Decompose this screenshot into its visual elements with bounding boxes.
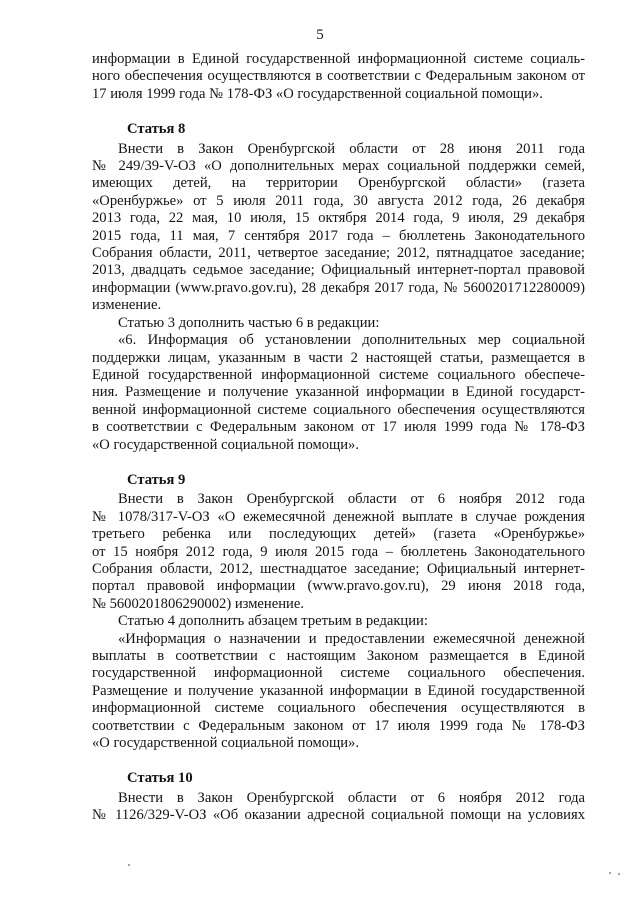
article-text-line: портал правовой информации (www.pravo.gov.ru), 29 июня 2018 года, [92,578,585,595]
article-text-line: Собрания области, 2011, четвертое заседание; 2012, пятнадцатое заседание; [92,245,585,262]
scan-speck [128,864,130,866]
article-instruction: Статью 4 дополнить абзацем третьим в редакции: [118,613,428,630]
page-number: 5 [316,27,324,43]
article-text-line: 2013, двадцать седьмое заседание; Официальный интернет-портал правовой [92,262,585,279]
quote-line: «6. Информация об установлении дополнительных мер социальной [118,332,585,349]
article-text-line: Внести в Закон Оренбургской области от 6 ноября 2012 года [118,789,585,806]
article-text-line: № 5600201806290002) изменение. [92,595,304,612]
article-text-line: третьего ребенка или последующих детей» (газета «Оренбуржье» [92,526,585,543]
quote-line: «О государственной социальной помощи». [92,735,359,752]
quote-line: выплаты в соответствии с настоящим Законом размещается в Единой [92,648,585,664]
intro-line: информации в Единой государственной информационной системе социаль- [92,51,585,67]
article-text-line: 2015 года, 11 мая, 7 сентября 2017 года – бюллетень Законодательного [92,227,585,244]
quote-line: «О государственной социальной помощи». [92,436,359,453]
article-text-line: имеющих детей, на территории Оренбургской области» (газета [92,175,585,192]
quote-line: соответствии с Федеральным законом от 17 июля 1999 года № 178-ФЗ [92,717,585,734]
article-text-line: № 1078/317-V-ОЗ «О ежемесячной денежной выплате в случае рождения [92,508,585,525]
quote-line: «Информация о назначении и предоставлении ежемесячной денежной [118,630,585,647]
article-text-line: Собрания области, 2012, шестнадцатое заседание; Официальный интернет- [92,560,585,577]
quote-line: ния. Размещение и получение указанной информации в Единой государст- [92,384,585,401]
quote-line: венной информационной системе социального обеспечения осуществляются [92,401,585,418]
article-text-line: 2013 года, 22 мая, 10 июля, 15 октября 2014 года, 9 июля, 29 декабря [92,210,585,227]
quote-line: Единой государственной информационной системе социального обеспече- [92,366,585,383]
article-text-line: № 249/39-V-ОЗ «О дополнительных мерах социальной поддержки семей, [92,158,585,175]
quote-line: поддержки лицам, указанным в части 2 настоящей статьи, размещается в [92,349,585,366]
quote-line: информационной системе социального обеспечения осуществляются в [92,700,585,717]
article-text-line: от 15 ноября 2012 года, 9 июля 2015 года – бюллетень Законодательного [92,543,585,560]
article-text-line: Внести в Закон Оренбургской области от 6 ноября 2012 года [118,491,585,508]
intro-line: 17 июля 1999 года № 178-ФЗ «О государственной социальной помощи». [92,85,543,102]
article-text-line: «Оренбуржье» от 5 июля 2011 года, 30 августа 2012 года, 26 декабря [92,192,585,209]
article-heading: Статья 8 [127,121,186,138]
article-instruction: Статью 3 дополнить частью 6 в редакции: [118,314,380,331]
quote-line: Размещение и получение указанной информации в Единой государственной [92,682,585,699]
article-text-line: информации (www.pravo.gov.ru), 28 декабря 2017 года, № 5600201712280009) [92,279,585,296]
article-text-line: № 1126/329-V-ОЗ «Об оказании адресной социальной помощи на условиях [92,807,585,824]
article-heading: Статья 10 [127,770,193,787]
article-heading: Статья 9 [127,471,186,488]
intro-line: ного обеспечения осуществляются в соответствии с Федеральным законом от [92,68,585,85]
article-text-line: изменение. [92,297,162,314]
quote-line: в соответствии с Федеральным законом от 17 июля 1999 года № 178-ФЗ [92,419,585,436]
article-text-line: Внести в Закон Оренбургской области от 28 июня 2011 года [118,140,585,157]
quote-line: государственной информационной системе социального обеспечения. [92,665,585,682]
document-body [92,51,585,825]
scan-speck [609,872,611,874]
scan-speck [618,873,620,875]
